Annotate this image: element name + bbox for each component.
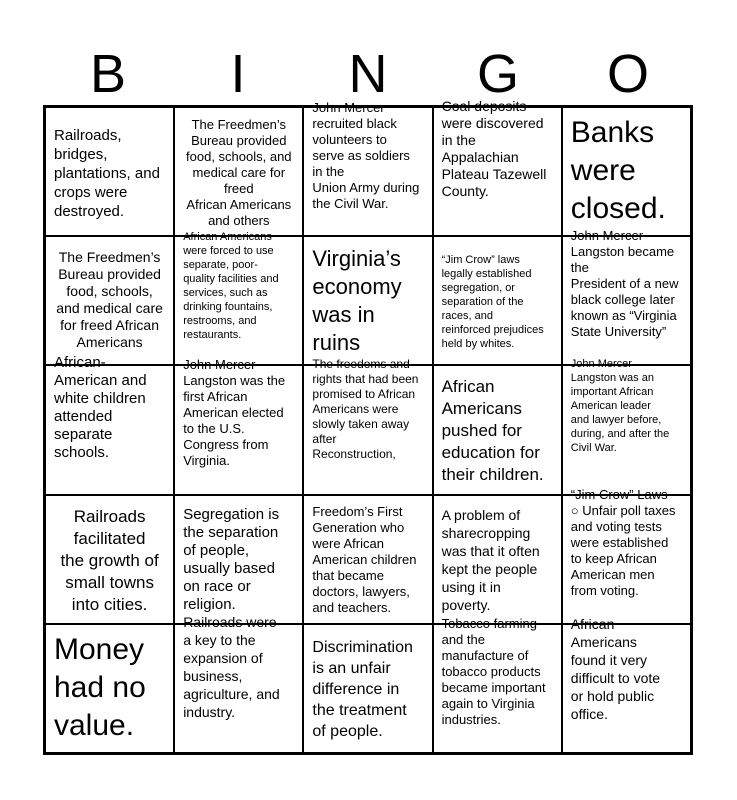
bingo-cell[interactable] bbox=[174, 495, 303, 624]
cell-text: African Americans pushed for education for their children. bbox=[441, 377, 544, 485]
bingo-cell[interactable] bbox=[303, 357, 432, 494]
bingo-cell[interactable] bbox=[45, 624, 174, 753]
cell-text: Discrimination is an unfair difference in the treatment of people. bbox=[312, 638, 413, 740]
header-letter-b: B bbox=[89, 44, 127, 104]
bingo-cell[interactable] bbox=[303, 495, 432, 624]
header-letter-g: G bbox=[476, 44, 519, 104]
bingo-cell[interactable] bbox=[433, 615, 562, 753]
header-letter-o: O bbox=[606, 44, 649, 104]
cell-text: John Mercer recruited black volunteers to serve as soldiers in the Union Army during the Civil War. bbox=[312, 100, 420, 211]
cell-text: African Americans were forced to use separate, poor- quality facilities and services, such as drinking fountains, restrooms, and restaurants. bbox=[183, 231, 279, 342]
bingo-grid bbox=[43, 98, 693, 755]
cell-text: “Jim Crow” Laws ○ Unfair poll taxes and voting tests were established to keep African American men from voting. bbox=[570, 486, 676, 598]
cell-text: African- American and white children attended separate schools. bbox=[54, 354, 147, 462]
bingo-cell[interactable] bbox=[45, 236, 174, 365]
cell-text: Banks were closed. bbox=[570, 116, 666, 225]
bingo-cell[interactable] bbox=[433, 236, 562, 365]
cell-text: Railroads were a key to the expansion of business, agriculture, and industry. bbox=[183, 613, 280, 720]
cell-text: The Freedmen’s Bureau provided food, schools, and medical care for freed African Americans and others bbox=[186, 117, 292, 228]
bingo-cell[interactable] bbox=[562, 358, 691, 494]
bingo-cell[interactable] bbox=[303, 100, 432, 236]
cell-text: Railroads, bridges, plantations, and crops were destroyed. bbox=[54, 127, 160, 220]
cell-text: Virginia’s economy was in ruins bbox=[312, 246, 402, 356]
bingo-cell[interactable] bbox=[433, 495, 562, 624]
bingo-cell[interactable] bbox=[433, 365, 562, 494]
cell-text: Railroads facilitated the growth of small towns into cities. bbox=[60, 506, 159, 614]
bingo-cell[interactable] bbox=[562, 228, 691, 365]
bingo-cell[interactable] bbox=[562, 107, 691, 236]
cell-text: John Mercer Langston was an important African American leader and lawyer before, during, and after the Civil War. bbox=[570, 358, 670, 455]
cell-text: Freedom’s First Generation who were African American children that became doctors, lawyers, and teachers. bbox=[312, 503, 417, 615]
cell-text: African Americans found it very difficult to vote or hold public office. bbox=[570, 615, 661, 722]
bingo-header bbox=[43, 44, 693, 104]
cell-text: John Mercer Langston became the President of a new black college later known as “Virginia State University” bbox=[570, 228, 679, 340]
bingo-cell[interactable] bbox=[562, 615, 691, 753]
cell-text: A problem of sharecropping was that it often kept the people using it in poverty. bbox=[441, 506, 540, 613]
cell-text: Coal deposits were discovered in the Appalachian Plateau Tazewell County. bbox=[441, 98, 547, 199]
bingo-cell[interactable] bbox=[174, 107, 303, 236]
cell-text: Money had no value. bbox=[54, 632, 146, 742]
cell-text: Tobacco farming and the manufacture of tobacco products became important again to Virginia industries. bbox=[441, 615, 546, 727]
bingo-cell[interactable] bbox=[433, 98, 562, 236]
header-letter-n: N bbox=[348, 44, 388, 104]
bingo-cell[interactable] bbox=[303, 624, 432, 753]
bingo-cell[interactable] bbox=[45, 495, 174, 624]
bingo-cell[interactable] bbox=[174, 357, 303, 494]
cell-text: John Mercer Langston was the first African American elected to the U.S. Congress from Virginia. bbox=[183, 357, 286, 469]
bingo-cell[interactable] bbox=[45, 107, 174, 236]
bingo-cell[interactable] bbox=[174, 231, 303, 365]
bingo-cell[interactable] bbox=[45, 354, 174, 494]
cell-text: The Freedmen’s Bureau provided food, schools, and medical care for freed African Americans bbox=[56, 249, 163, 351]
cell-text: Segregation is the separation of people, usually based on race or religion. bbox=[183, 505, 280, 613]
cell-text: “Jim Crow” laws legally established segregation, or separation of the races, and reinforced prejudices held by whites. bbox=[441, 254, 544, 351]
header-letter-i: I bbox=[230, 44, 246, 104]
cell-text: The freedoms and rights that had been promised to African Americans were slowly taken away after Reconstruction, bbox=[312, 357, 419, 462]
bingo-cell[interactable] bbox=[303, 236, 432, 365]
bingo-cell[interactable] bbox=[174, 613, 303, 753]
bingo-cell[interactable] bbox=[562, 486, 691, 624]
